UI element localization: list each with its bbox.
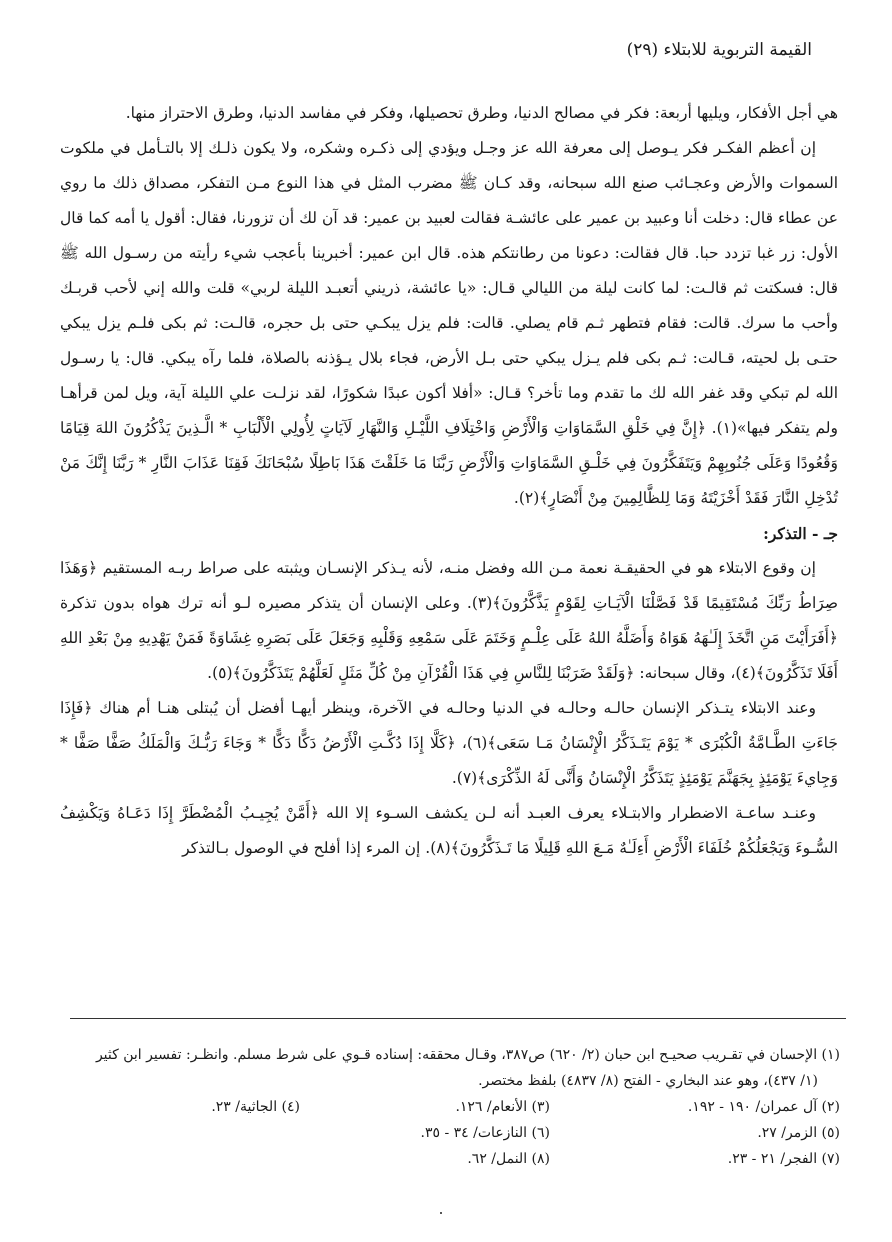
- footnote-row: [70, 1094, 840, 1120]
- scan-speck: [440, 1212, 442, 1214]
- footnote-4: (٤) الجاثية/ ٢٣.: [211, 1099, 300, 1115]
- footnote-8: (٨) النمل/ ٦٢.: [467, 1151, 550, 1167]
- footnote-divider: [70, 1018, 846, 1019]
- footnote-1: (١) الإحسان في تقـريب صحيـح ابن حبان (٢/ ٦٢٠) ص٣٨٧، وقـال محققه: إسناده قـوي على شرط مسلم. وانظـر: تفسير ابن كثير: [95, 1047, 840, 1063]
- paragraph: وعند الابتلاء يتـذكر الإنسان حالـه وحالـه في الدنيا وحالـه في الآخرة، وينظر أيهـا أفضل أن يُبتلى هنـا أم هناك ﴿فَإِذَا جَاءَتِ الطَّـامَّةُ الْكُبْرَى * يَوْمَ يَتَـذَكَّرُ الْإِنْسَانُ مَـا سَعَى﴾(٦)، ﴿كَلَّا إِذَا دُكَّـتِ الْأَرْضُ دَكًّا دَكًّا * وَجَاءَ رَبُّـكَ وَالْمَلَكُ صَفًّا صَفًّا * وَجِايءَ يَوْمَئِذٍ بِجَهَنَّمَ يَوْمَئِذٍ يَتَذَكَّرُ الْإِنْسَانُ وَأَنَّى لَهُ الذِّكْرَى﴾(٧).: [60, 699, 838, 787]
- section-heading: جـ - التذكر:: [763, 524, 838, 543]
- footnote-row: [70, 1120, 840, 1146]
- paragraph: إن وقوع الابتلاء هو في الحقيقـة نعمة مـن الله وفضل منـه، لأنه يـذكر الإنسـان ويثبته على صراط ربـه المستقيم ﴿وَهَذَا صِرَاطُ رَبِّكَ مُسْتَقِيمًا قَدْ فَصَّلْنَا الْآيَـاتِ لِقَوْمٍ يَذَّكَّرُونَ﴾(٣). وعلى الإنسان أن يتذكر مصيره لـو أنه ترك هواه بدون تذكرة ﴿أَفَرَأَيْتَ مَنِ اتَّخَذَ إِلَـٰهَهُ هَوَاهُ وَأَضَلَّهُ اللهُ عَلَى عِلْـمٍ وَخَتَمَ عَلَى سَمْعِهِ وَقَلْبِهِ وَجَعَلَ عَلَى بَصَرِهِ غِشَاوَةً فَمَنْ يَهْدِيهِ مِنْ بَعْدِ اللهِ أَفَلَا تَذَكَّرُونَ﴾(٤)، وقال سبحانه: ﴿وَلَقَدْ ضَرَبْنَا لِلنَّاسِ فِي هَذَا الْقُرْآنِ مِنْ كُلِّ مَثَلٍ لَعَلَّهُمْ يَتَذَكَّرُونَ﴾(٥).: [60, 559, 838, 682]
- footnote-2: (٢) آل عمران/ ١٩٠ - ١٩٢.: [687, 1099, 840, 1115]
- page-header: القيمة التربوية للابتلاء (٢٩): [626, 40, 812, 60]
- footnote-1-continuation: (١/ ٤٣٧)، وهو عند البخاري - الفتح (٨/ ٤٨٣٧) بلفظ مختصر.: [478, 1073, 818, 1089]
- footnote-3: (٣) الأنعام/ ١٢٦.: [455, 1099, 550, 1115]
- footnote-6: (٦) النازعات/ ٣٤ - ٣٥.: [420, 1125, 550, 1141]
- paragraph: هي أجل الأفكار، ويليها أربعة: فكر في مصالح الدنيا، وطرق تحصيلها، وفكر في مفاسد الدنيا، وطرق الاحتراز منها.: [125, 104, 838, 122]
- paragraph: إن أعظم الفكـر فكر يـوصل إلى معرفة الله عز وجـل ويؤدي إلى ذكـره وشكره، ولا يكون ذلـك إلا بالتـأمل في ملكوت السموات والأرض وعجـائب صنع الله سبحانه، وقد كـان ﷺ مضرب المثل في هذا النوع مـن التفكر، مصداق ذلك ما روي عن عطاء قال: دخلت أنا وعبيد بن عمير على عائشـة فقالت لعبيد بن عمير: قد آن لك أن تزورنا، فقال: أقول يا أمه كما قال الأول: زر غبا تزدد حبا. قال فقالت: دعونا من رطانتكم هذه. قال ابن عمير: أخبرينا بأعجب شيء رأيته من رسـول الله ﷺ قال: فسكتت ثم قالـت: لما كانت ليلة من الليالي قـال: «يا عائشة، ذريني أتعبـد الليلة لربي» قلت والله إني لأحب قربـك وأحب ما سرك. قالت: فقام فتطهر ثـم قام يصلي. قالت: فلم يزل يبكـي حتى بل حجره، قالـت: ثم بكى فلـم يزل يبكي حتـى بل لحيته، قـالت: ثـم بكى فلم يـزل يبكي حتى بـل الأرض، فجاء بلال يـؤذنه بالصلاة، فلما رآه يبكي. قال: يا رسـول الله لم تبكي وقد غفر الله لك ما تقدم وما تأخر؟ قـال: «أفلا أكون عبدًا شكورًا، لقد نزلـت علي الليلة آية، ويل لمن قرأهـا ولم يتفكر فيها»(١). ﴿إِنَّ فِي خَلْقِ السَّمَاوَاتِ وَالْأَرْضِ وَاخْتِلَافِ اللَّيْـلِ وَالنَّهَارِ لَآيَاتٍ لِأُولِي الْأَلْبَابِ * الَّـذِينَ يَذْكُرُونَ اللهَ قِيَامًا وَقُعُودًا وَعَلَى جُنُوبِهِمْ وَيَتَفَكَّرُونَ فِي خَلْـقِ السَّمَاوَاتِ وَالْأَرْضِ رَبَّنَا مَا خَلَقْتَ هَذَا بَاطِلًا سُبْحَانَكَ فَقِنَا عَذَابَ النَّارِ * رَبَّنَا إِنَّكَ مَنْ تُدْخِلِ النَّارَ فَقَدْ أَخْزَيْتَهُ وَمَا لِلظَّالِمِينَ مِنْ أَنْصَارٍ﴾(٢).: [60, 139, 838, 507]
- paragraph: وعنـد ساعـة الاضطرار والابتـلاء يعرف العبـد أنه لـن يكشف السـوء إلا الله ﴿أَمَّنْ يُجِيـبُ الْمُضْطَرَّ إِذَا دَعَـاهُ وَيَكْشِفُ السُّـوءَ وَيَجْعَلُكُمْ خُلَفَاءَ الْأَرْضِ أَءِلَـٰهٌ مَـعَ اللهِ قَلِيلًا مَا تَـذَكَّرُونَ﴾(٨). إن المرء إذا أفلح في الوصول بـالتذكر: [60, 804, 838, 857]
- main-text: [60, 96, 838, 866]
- footnote-7: (٧) الفجر/ ٢١ - ٢٣.: [727, 1151, 840, 1167]
- footnotes: [70, 1042, 840, 1172]
- footnote-row: [70, 1146, 840, 1172]
- footnote-5: (٥) الزمر/ ٢٧.: [757, 1125, 840, 1141]
